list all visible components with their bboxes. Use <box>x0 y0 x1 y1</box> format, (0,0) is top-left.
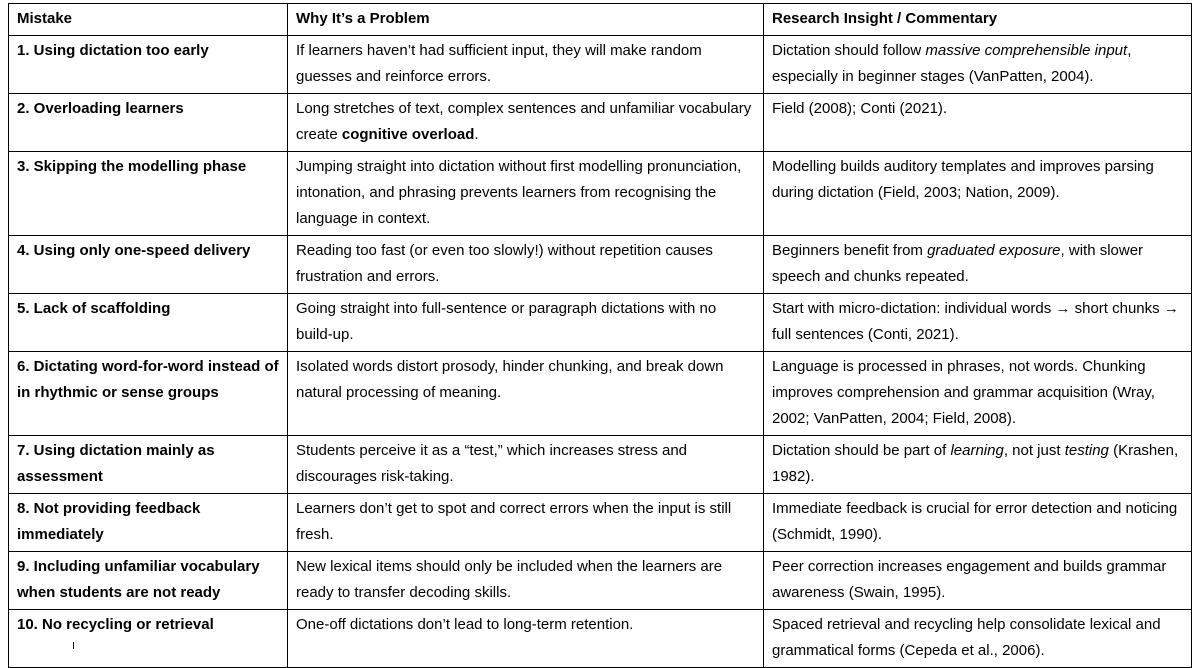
insight-cell <box>764 436 1192 494</box>
table-row <box>9 436 1192 494</box>
mistake-cell: 2. Overloading learners <box>9 94 288 152</box>
table-row <box>9 94 1192 152</box>
insight-cell: Start with micro-dictation: individual words → short chunks → full sentences (Conti, 2021). <box>764 294 1192 352</box>
header-problem: Why It’s a Problem <box>288 4 764 36</box>
insight-cell: Spaced retrieval and recycling help consolidate lexical and grammatical forms (Cepeda et al., 2006). <box>764 610 1192 668</box>
problem-cell: Going straight into full-sentence or paragraph dictations with no build-up. <box>288 294 764 352</box>
table-row <box>9 36 1192 94</box>
text-segment: , especially in beginner stages (VanPatten, 2004). <box>772 42 1132 85</box>
mistake-cell: 5. Lack of scaffolding <box>9 294 288 352</box>
header-mistake: Mistake <box>9 4 288 36</box>
insight-cell: Peer correction increases engagement and builds grammar awareness (Swain, 1995). <box>764 552 1192 610</box>
table-body <box>9 36 1192 668</box>
problem-cell: New lexical items should only be included when the learners are ready to transfer decoding skills. <box>288 552 764 610</box>
mistakes-table <box>8 3 1192 668</box>
table-header <box>9 4 1192 36</box>
problem-cell: Isolated words distort prosody, hinder chunking, and break down natural processing of meaning. <box>288 352 764 436</box>
text-segment: Beginners benefit from <box>772 242 928 259</box>
text-segment: Long stretches of text, complex sentences and unfamiliar vocabulary create <box>296 100 752 143</box>
page-edge-marker <box>73 642 74 649</box>
text-segment: Dictation should follow <box>772 42 926 59</box>
text-segment: testing <box>1064 442 1109 459</box>
insight-cell <box>764 236 1192 294</box>
header-row <box>9 4 1192 36</box>
text-segment: , not just <box>1003 442 1065 459</box>
table-row <box>9 552 1192 610</box>
text-segment: Dictation should be part of <box>772 442 951 459</box>
text-segment: , with slower speech and chunks repeated. <box>772 242 1144 285</box>
table-row <box>9 494 1192 552</box>
problem-cell <box>288 94 764 152</box>
problem-cell: If learners haven’t had sufficient input, they will make random guesses and reinforce errors. <box>288 36 764 94</box>
mistake-cell: 6. Dictating word-for-word instead of in rhythmic or sense groups <box>9 352 288 436</box>
problem-cell: One-off dictations don’t lead to long-term retention. <box>288 610 764 668</box>
mistake-cell: 9. Including unfamiliar vocabulary when students are not ready <box>9 552 288 610</box>
mistake-cell: 1. Using dictation too early <box>9 36 288 94</box>
text-segment: learning <box>950 442 1004 459</box>
insight-cell: Language is processed in phrases, not words. Chunking improves comprehension and grammar acquisition (Wray, 2002; VanPatten, 2004; Field, 2008). <box>764 352 1192 436</box>
text-segment: (Krashen, 1982). <box>772 442 1179 485</box>
mistake-cell: 10. No recycling or retrieval <box>9 610 288 668</box>
text-segment: cognitive overload <box>341 126 475 143</box>
table-row <box>9 352 1192 436</box>
text-segment: massive comprehensible input <box>925 42 1128 59</box>
insight-cell: Field (2008); Conti (2021). <box>764 94 1192 152</box>
text-segment: . <box>474 126 479 143</box>
problem-cell: Learners don’t get to spot and correct errors when the input is still fresh. <box>288 494 764 552</box>
insight-cell: Modelling builds auditory templates and improves parsing during dictation (Field, 2003; Nation, 2009). <box>764 152 1192 236</box>
header-insight: Research Insight / Commentary <box>764 4 1192 36</box>
mistake-cell: 3. Skipping the modelling phase <box>9 152 288 236</box>
insight-cell: Immediate feedback is crucial for error detection and noticing (Schmidt, 1990). <box>764 494 1192 552</box>
table-row <box>9 152 1192 236</box>
problem-cell: Students perceive it as a “test,” which increases stress and discourages risk-taking. <box>288 436 764 494</box>
problem-cell: Reading too fast (or even too slowly!) without repetition causes frustration and errors. <box>288 236 764 294</box>
table-row <box>9 610 1192 668</box>
mistake-cell: 8. Not providing feedback immediately <box>9 494 288 552</box>
text-segment: graduated exposure <box>927 242 1061 259</box>
mistake-cell: 4. Using only one-speed delivery <box>9 236 288 294</box>
insight-cell <box>764 36 1192 94</box>
table-row <box>9 294 1192 352</box>
table-row <box>9 236 1192 294</box>
mistake-cell: 7. Using dictation mainly as assessment <box>9 436 288 494</box>
problem-cell: Jumping straight into dictation without first modelling pronunciation, intonation, and phrasing prevents learners from recognising the language in context. <box>288 152 764 236</box>
